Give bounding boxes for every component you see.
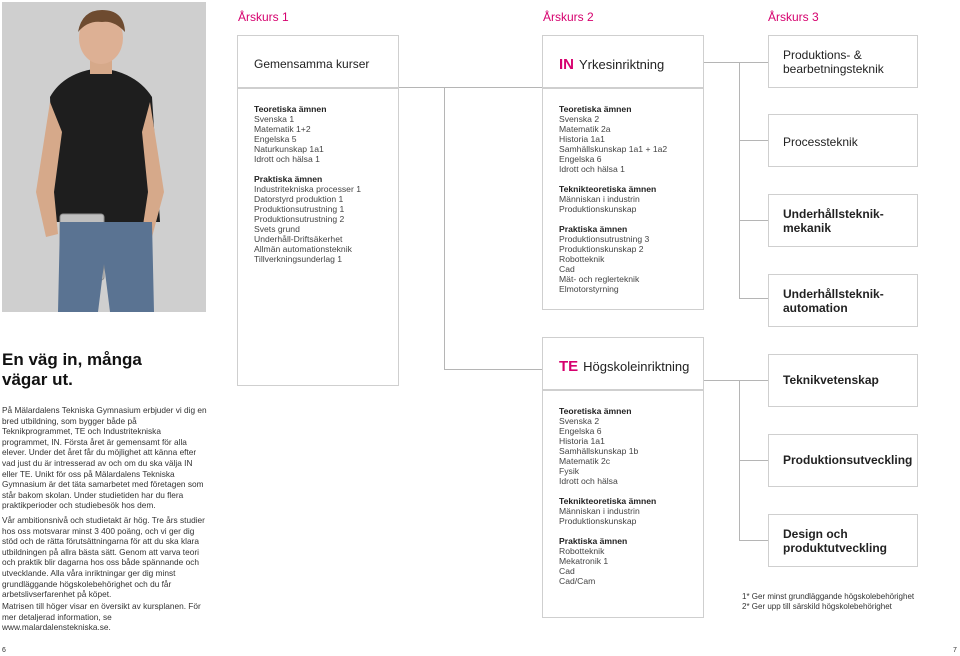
in-track-box <box>542 35 704 88</box>
design-title: Design och produktutveckling <box>783 527 888 555</box>
course-item: Svenska 2 <box>559 416 600 426</box>
prod-bearbetning-title: Produktions- & bearbetningsteknik <box>783 48 884 76</box>
in-track-list-box <box>542 88 704 310</box>
prod-dev-title: Produktionsutveckling <box>783 453 913 467</box>
in-track-name: Yrkesinriktning <box>579 57 665 72</box>
intro-paragraph-1: På Mälardalens Tekniska Gymnasium erbjuder vi dig en bred utbildning, som bygger både på Teknikprogrammet, TE och Industritekniska programmet, IN. Första året är gemensamt för alla elever. Under det året får du möjlighet att känna efter vad just du är intresserad av och om du ska välja IN eller TE. Unikt för oss på Mälardalens Tekniska Gymnasium är det täta samarbetet med företagen som står bakom skolan. Under studietiden har du flera praktikperioder och studiebesök hos dem. <box>2 405 207 511</box>
year-3-heading: Årskurs 3 <box>768 10 819 24</box>
in-track-title <box>559 56 664 73</box>
course-item: Människan i industrin <box>559 194 640 204</box>
course-item: Historia 1a1 <box>559 436 605 446</box>
connector-line <box>444 87 445 370</box>
course-item: Produktionsutrustning 2 <box>254 214 345 224</box>
course-item: Idrott och hälsa 1 <box>559 164 625 174</box>
course-item: Matematik 2c <box>559 456 611 466</box>
course-item: Datorstyrd produktion 1 <box>254 194 344 204</box>
student-photo <box>2 2 206 312</box>
common-courses-list-box <box>237 88 399 386</box>
footnote-2: 2* Ger upp till särskild högskolebehörighet <box>742 602 892 611</box>
course-item: Mät- och reglerteknik <box>559 274 640 284</box>
connector-line <box>739 460 768 461</box>
in-tech-heading: Teknikteoretiska ämnen <box>559 184 657 194</box>
common-courses-box <box>237 35 399 88</box>
course-item: Historia 1a1 <box>559 134 605 144</box>
intro-paragraph-2: Vår ambitionsnivå och studietakt är hög. Tre års studier hos oss motsvarar minst 3 400 poäng, och vi ger dig stöd och de rätta förutsättningarna för att du ska klara utbildningen på allra bästa sätt. Genom att varva teori och praktik blir dagarna hos oss både spännande och utvecklande. Alla våra inriktningar ger dig minst grundläggande högskolebehörighet och du får arbetslivserfarenhet på köpet. <box>2 515 205 600</box>
course-item: Robotteknik <box>559 546 605 556</box>
footnote-1: 1* Ger minst grundläggande högskolebehörighet <box>742 592 915 601</box>
te-track-title <box>559 358 689 375</box>
footnotes <box>742 592 914 612</box>
course-item: Cad <box>559 264 575 274</box>
prod-bearbetning-box <box>768 35 918 88</box>
course-item: Naturkunskap 1a1 <box>254 144 324 154</box>
course-item: Cad/Cam <box>559 576 596 586</box>
course-item: Produktionskunskap 2 <box>559 244 644 254</box>
course-item: Fysik <box>559 466 580 476</box>
course-item: Engelska 6 <box>559 426 602 436</box>
in-track-list <box>559 104 667 294</box>
connector-line <box>739 62 740 299</box>
prod-dev-box <box>768 434 918 487</box>
course-item: Elmotorstyrning <box>559 284 619 294</box>
course-item: Svets grund <box>254 224 300 234</box>
course-item: Allmän automationsteknik <box>254 244 352 254</box>
course-item: Robotteknik <box>559 254 605 264</box>
maint-mech-box <box>768 194 918 247</box>
connector-line <box>444 369 542 370</box>
connector-line <box>739 540 768 541</box>
te-track-name: Högskoleinriktning <box>583 359 690 374</box>
page-number-left: 6 <box>2 647 6 654</box>
course-item: Produktionskunskap <box>559 204 637 214</box>
te-track-list <box>559 406 656 586</box>
connector-line <box>444 87 542 88</box>
course-item: Samhällskunskap 1a1 + 1a2 <box>559 144 668 154</box>
connector-line <box>739 220 768 221</box>
maint-auto-box <box>768 274 918 327</box>
te-practical-heading: Praktiska ämnen <box>559 536 628 546</box>
tech-science-title: Teknikvetenskap <box>783 373 879 387</box>
year-1-heading: Årskurs 1 <box>238 10 289 24</box>
course-item: Cad <box>559 566 575 576</box>
course-item: Tillverkningsunderlag 1 <box>254 254 343 264</box>
course-item: Produktionsutrustning 1 <box>254 204 345 214</box>
course-item: Produktionskunskap <box>559 516 637 526</box>
common-courses-title: Gemensamma kurser <box>254 57 370 71</box>
course-item: Svenska 1 <box>254 114 295 124</box>
in-track-abbr: IN <box>559 56 574 73</box>
course-item: Idrott och hälsa 1 <box>254 154 320 164</box>
maint-mech-title: Underhållsteknik-mekanik <box>783 207 884 235</box>
te-tech-heading: Teknikteoretiska ämnen <box>559 496 657 506</box>
in-theory-heading: Teoretiska ämnen <box>559 104 632 114</box>
page-number-right: 7 <box>953 647 957 654</box>
course-item: Engelska 6 <box>559 154 602 164</box>
tech-science-box <box>768 354 918 407</box>
course-item: Produktionsutrustning 3 <box>559 234 650 244</box>
headline: En väg in, många vägar ut. <box>2 350 142 389</box>
student-illustration <box>2 2 206 312</box>
connector-line <box>739 298 768 299</box>
te-track-box <box>542 337 704 390</box>
course-item: Matematik 2a <box>559 124 611 134</box>
common-theory-heading: Teoretiska ämnen <box>254 104 327 114</box>
connector-line <box>739 380 768 381</box>
maint-auto-title: Underhållsteknik-automation <box>783 287 884 315</box>
course-item: Svenska 2 <box>559 114 600 124</box>
course-item: Engelska 5 <box>254 134 297 144</box>
common-practical-heading: Praktiska ämnen <box>254 174 323 184</box>
connector-line <box>739 140 768 141</box>
design-box <box>768 514 918 567</box>
course-item: Underhåll-Driftsäkerhet <box>254 234 343 244</box>
connector-line <box>704 380 740 381</box>
course-item: Idrott och hälsa <box>559 476 618 486</box>
connector-line <box>399 87 444 88</box>
year-2-heading: Årskurs 2 <box>543 10 594 24</box>
course-item: Industritekniska processer 1 <box>254 184 361 194</box>
course-item: Matematik 1+2 <box>254 124 311 134</box>
course-item: Samhällskunskap 1b <box>559 446 639 456</box>
te-track-list-box <box>542 390 704 618</box>
course-item: Människan i industrin <box>559 506 640 516</box>
in-practical-heading: Praktiska ämnen <box>559 224 628 234</box>
common-courses-list <box>254 104 361 264</box>
intro-paragraph-3: Matrisen till höger visar en översikt av kursplanen. För mer detaljerad information, se www.malardalenstekniska.se. <box>2 601 201 633</box>
process-box <box>768 114 918 167</box>
te-theory-heading: Teoretiska ämnen <box>559 406 632 416</box>
process-title: Processteknik <box>783 135 858 149</box>
connector-line <box>704 62 740 63</box>
connector-line <box>739 62 768 63</box>
te-track-abbr: TE <box>559 358 579 375</box>
course-item: Mekatronik 1 <box>559 556 609 566</box>
